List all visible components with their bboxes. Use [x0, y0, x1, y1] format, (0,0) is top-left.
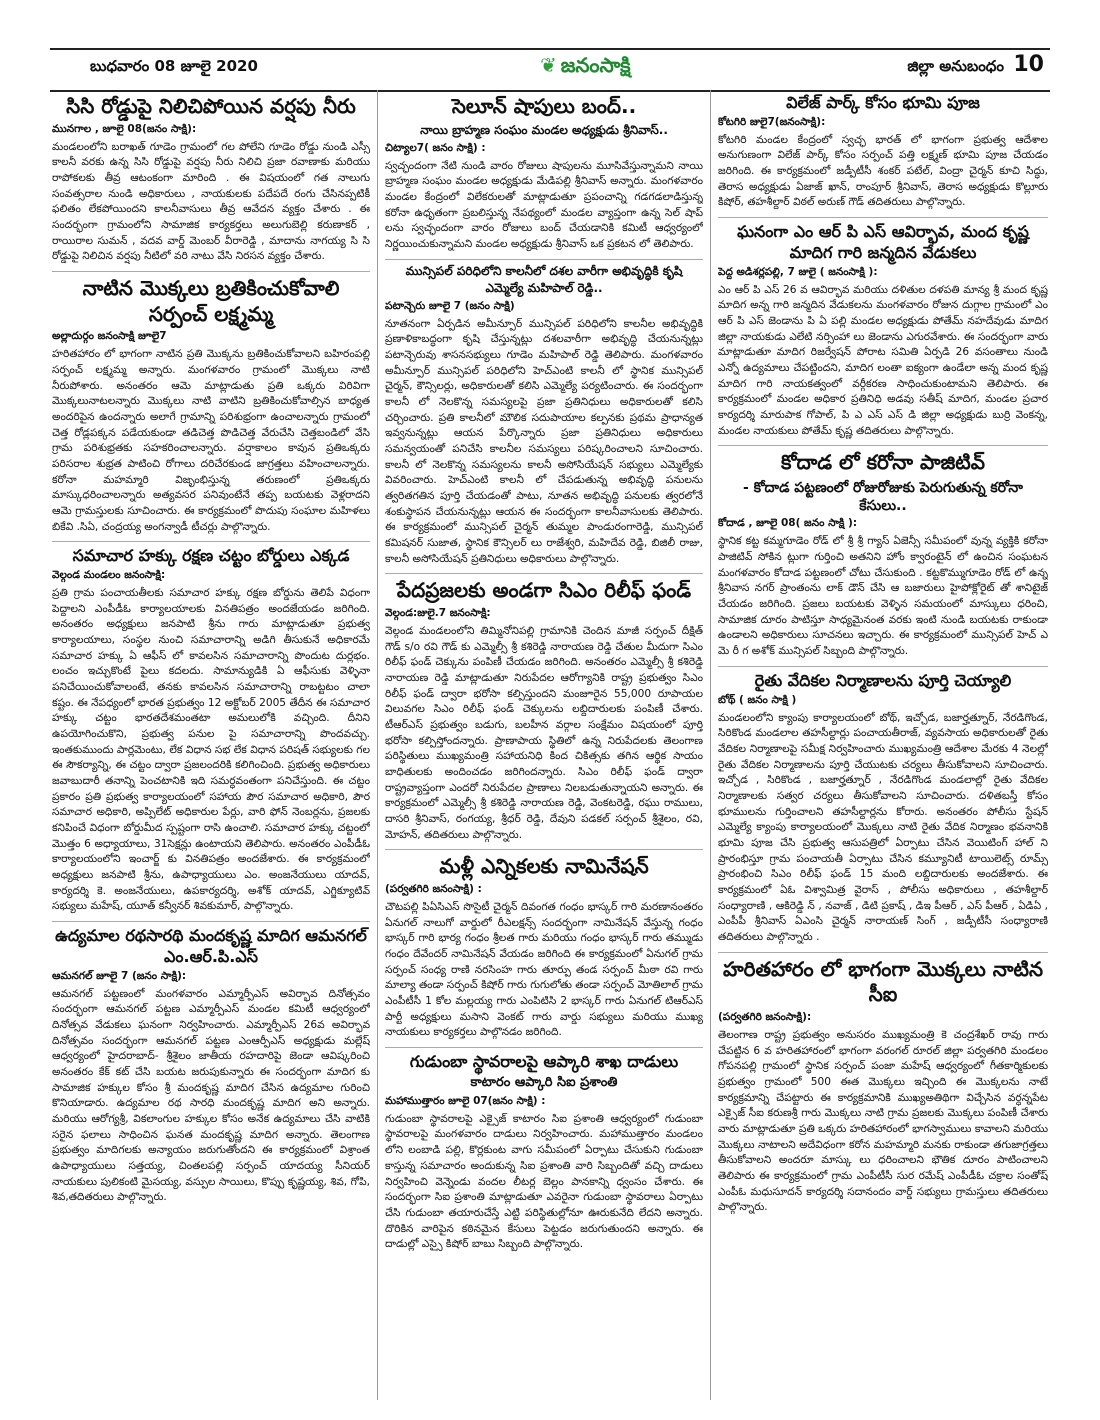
article-haritha-haram-ci: [718, 957, 1048, 1216]
logo-text: జనంసాక్షి: [560, 53, 631, 77]
article-dateline: మునగాల , జూలై 08(జనం సాక్షి):: [52, 122, 197, 135]
article-dateline: చిట్యాల7( జనం సాక్షి) :: [385, 141, 486, 154]
article-municipal-development: [385, 264, 703, 568]
article-headline: మున్సిపల్ పరిధిలోని కాలనీలో దశల వారీగా అభివృద్ధికి కృషి ఎమ్మెల్యే మహిపాల్ రెడ్డి..: [405, 263, 683, 295]
article-headline: హరితహారం లో భాగంగా మొక్కలు నాటిన సీఐ: [722, 956, 1044, 1007]
article-dateline: పటాన్చెరు జూలై 7 (జనం సాక్షి): [385, 299, 515, 312]
article-body: ఎం ఆర్ పి ఎస్ 26 వ ఆవిర్భావ మరియు దళితుల దళపతి మాన్య శ్రీ మంద కృష్ణ మాదిగ అన్న గారి జన్మదిన వేడుకలను మంగళవారం రోజున దుగ్గాల గ్రామంలో ఎం ఆర్ పి ఎస్ జెండాను పి ఏ పల్లి మండల అధ్యక్షుడు పోతేమ్ నహదేవుడు మాదిగ జిల్లా నాయకుడు ఎలేటి నర్సింహా లు జెండాను ఎగురవేశారు. ఈ సందర్భంగా వారు మాట్లాడుతూ మాదిగ రిజర్వేషన్ పోరాట సమితి ఏర్పడి 26 వసంతాలు నుండి ఎన్నో ఉద్యమాలు చేపట్టిందని, మాదిగ లంతా ఐక్యంగా ఉండేలా అన్న మంద కృష్ణ మాదిగ గారి నాయకత్వంలో వర్గీకరణ సాధించుకుంటామని తెలిపారు. ఈ కార్యక్రమంలో మండల అధికార ప్రతినిధి అడవు సతీష్ మాదిగ, మండల ప్రచార కార్యదర్శి మారుపాక గోపాల్, పి ఎ ఎస్ ఎస్ డి జిల్లా అధ్యక్షుడు బుర్రి వెంకన్న, మండల నాయకులు పోతేమ్ కృష్ణ తదితరులు పాల్గొన్నారు.: [718, 283, 1048, 437]
leaf-icon: ❦: [540, 53, 557, 77]
article-headline: గుడుంబా స్థావరాలపై ఆప్కారి శాఖ దాడులు: [409, 1052, 679, 1072]
divider: [385, 573, 703, 574]
article-headline: సెలూన్ షాపులు బంద్..: [451, 94, 637, 118]
article-headline: కోదాడ లో కరోనా పాజిటివ్: [781, 450, 985, 475]
article-dateline: ఆమనగల్ జూలై 7 (జనం సాక్షి):: [52, 969, 187, 982]
article-headline: సిసి రోడ్డుపై నిలిచిపోయిన వర్షపు నీరు: [66, 94, 356, 118]
divider: [52, 541, 370, 542]
article-mrps-anniversary: [718, 222, 1048, 439]
article-dateline: వెల్గండ:జులై.7 జనంసాక్షి:: [385, 606, 491, 619]
section-name: జిల్లా అనుబంధం: [907, 57, 1004, 75]
divider: [52, 921, 370, 922]
article-body: ఆమనగల్ పట్టణంలో మంగళవారం ఎమ్మార్పీఎస్ అవిర్భావ దినోత్సవం సందర్భంగా ఆమనగల్ పట్టణ ఎమ్మార్పీఎస్ మండల కమిటీ ఆధ్వర్యంలో దినోత్సవ వేడుకలు ఘనంగా నిర్వహించారు. ఎమ్మార్పీఎస్ 26వ అవిర్భావ దినోత్సవం సందర్భంగా ఆమనగల్ పట్టణ ఎంఆర్పీఎస్ అధ్యక్షుడు మల్లేష్ ఆధ్వర్యంలో హైదరాబాద్- శ్రీశైలం జాతీయ రహదారిపై జెండా ఆవిష్కరించి అనంతరం కేక్ కట్ చేసి బయట జరుపుకున్నారు ఈ సందర్భంగా మాదిగ కు సామాజిక హక్కుల కోసం శ్రీ మందకృష్ణ మాదిగ చేసిన ఉద్యమాల గురించి కొనియాడారు. ఉద్యమాల రథ సారధి మందకృష్ణ మాదిగ అని అన్నారు. మరియు ఆరోగ్యశ్రీ, వికలాంగుల హక్కుల కోసం అనేక ఉద్యమాలు చేసి వాటికి సరైన ఫలాలు సాధించిన ఘనత మందకృష్ణ మాదిగ అన్నారు. తెలంగాణ ప్రభుత్వం మాదిగలకు అన్యాయం జరుగుతోందని ఈ కార్యక్రమంలో విశ్రాంత ఉపాధ్యాయులు సత్తయ్య, చింతలపల్లి సర్పంచ్ యాదయ్య సీనియర్ నాయకులు పులికంటి మైసయ్య, వస్పుల సాయిలు, కొప్పు కృష్ణయ్య, శివ, గోపి, శివ,తదితరులు పాల్గొన్నారు.: [52, 987, 370, 1204]
article-cc-road: [52, 94, 370, 265]
article-nomination: [385, 854, 703, 1041]
article-subheadline: - కోదాడ పట్టణంలో రోజురోజుకు పెరుగుతున్న కరోనా కేసులు..: [743, 480, 1023, 515]
article-rythu-vedika: [718, 671, 1048, 946]
article-dateline: పెద్ద అడిశర్లపల్లి, 7 జులై ( జనంసాక్షి ):: [718, 265, 878, 278]
article-body: స్వచ్ఛందంగా నేటి నుండి వారం రోజులు షాపులను మూసివేస్తున్నామని నాయి బ్రాహ్మణ సంఘం మండల అధ్యక్షుడు మేడిపల్లి శ్రీనివాస్ అన్నారు. మంగళవారం మండల కేంద్రంలో విలేకరులతో మాట్లాడుతూ ప్రపంచాన్ని గడగడలాడిస్తున్న కరోనా ఉధృతంగా ప్రబలిస్తున్న నేపథ్యంలో మండల వ్యాప్తంగా ఉన్న సెల్ షాప్ లను స్వచ్ఛందంగా వారం రోజులు బంద్ చేయడానికి కమిటీ ఆధ్వర్యంలో నిర్ణయించుకున్నామని మండల అధ్యక్షుడు శ్రీనివాస్ ఒక ప్రకటన లో తెలిపారు.: [385, 159, 703, 250]
article-dateline: బోథ్ ( జనం సాక్షి ): [718, 693, 797, 706]
article-subheadline: కాటారం ఆప్కారి సిఐ ప్రశాంతి: [470, 1074, 618, 1090]
article-body: హరితహారం లో భాగంగా నాటిన ప్రతి మొక్కను బ్రతికించుకోవాలని బహిరంపల్లి సర్పంచ్ లక్ష్మమ్మ అన్నారు. మంగళవారం గ్రామంలో మొక్కలు నాటి నీరుపోశారు. అనంతరం ఆమె మాట్లాడుతు ప్రతి ఒక్కరు విరివిగా మొక్కలునాటలన్నారు మొక్కలు నాటి వాటిని బ్రతికించుకోవాల్సిన బాధ్యత అందరిపైన ఉందన్నారు అలాగే గ్రామాన్ని పరిశుభ్రంగా ఉంచాలన్నారు గ్రామంలో చెత్త రోడ్లపక్కన పడేయకుండా తడిచెత్త పొడిచెత్త వేరుచేసి చెత్తబండిలో వేసి గ్రామ పరిశుభ్రతకు సహకరించాలన్నారు. వర్షాకాలం కావున ప్రతిఒక్కరు పరిసరాల శుభ్రత పాటించి రోగాలు దరిచేరకుండ జాగ్రత్తలు వహించాలన్నారు. కరోనా మహమ్మారి విజృంభిస్తున్న తరుణంలో ప్రతిఒక్కరు మాస్కుధరించాలన్నారు అత్యవసర పనివుంటేనే తప్ప బయటకు వెళ్లరాదని ఆమె గ్రామస్తులకు సూచించారు. ఈ కార్యక్రమంలో పొదుపు సంఘాల మహిళలు బికేవి .సిఏ, చంద్రయ్య అంగన్వాడీ టీచర్లు పాల్గొన్నారు.: [52, 348, 370, 533]
article-dateline: అల్లాదుర్గం జనంసాక్షి జూలై7: [52, 330, 167, 343]
divider: [385, 259, 703, 260]
article-dateline: (పర్వతగిరి జనంసాక్షి) :: [385, 882, 482, 895]
article-dateline: (పర్వతగిరి జనంసాక్షి):: [718, 1010, 812, 1023]
article-salon-bandh: [385, 94, 703, 253]
article-body: వెల్గండ మండలంలోని తిమ్మినోనిపల్లి గ్రామానికి చెందిన మాజీ సర్పంచ్ దీక్షిత్ గౌడ్ s/o రవి గౌడ్ కు ఎమ్మెల్సీ శ్రీ కశిరెడ్డి నారాయణ రెడ్డి చేతుల మీదుగా సిఎం రిలీఫ్ ఫండ్ చెక్కును పంపిణీ చేయడం జరిగింది. అనంతరం ఎమ్మెల్సీ శ్రీ కశిరెడ్డి నారాయణ రెడ్డి మాట్లాడుతూ నిరుపేదల ఆరోగ్యానికి రాష్ట్ర ప్రభుత్వం సిఎం రిలీఫ్ ఫండ్ ద్వారా భరోసా కల్పిస్తుందని మంజూరైన 55,000 రూపాయల విలువగల సిఎం రిలీఫ్ ఫండ్ చెక్కులను లబ్దిదారులకు పంపిణీ చేశారు. టీఆర్ఎస్ ప్రభుత్వం బడుగు, బలహీన వర్గాల సంక్షేమం విషయంలో పూర్తి భరోసా కల్పిస్తోందన్నారు. ప్రాణాపాయ స్థితిలో ఉన్న నిరుపేదలకు తెలంగాణ పరిస్థితులు ముఖ్యమంత్రి సహాయనిధి కింద చికిత్సకు తగిన ఆర్థిక సాయం బాధితులకు అందించడం జరిగిందన్నారు. సిఎం రిలీఫ్ ఫండ్ ద్వారా రాష్ట్రవ్యాప్తంగా ఎందరో నిరుపేదల ప్రాణాలు నిలబడుతున్నాయని అన్నారు. ఈ కార్యక్రమంలో ఎమ్మెల్సీ శ్రీ కశిరెడ్డి నారాయణ రెడ్డి, వెంకటరెడ్డి, రఘు రాములు, దాసరి శ్రీనివాస్, రంగయ్య, శ్రీధర్ రెడ్డి, దేవుని పడకల్ సర్పంచ్ శ్రీశైలం, రవి, మోహన్, తదితరులు పాల్గొన్నారు.: [385, 624, 703, 841]
column-middle: [385, 90, 703, 1400]
article-dateline: కోదాడ , జూలై 08( జనం సాక్షి ):: [718, 517, 858, 530]
divider: [718, 952, 1048, 953]
article-dateline: వెల్గండ మండలం జనంసాక్షి:: [52, 569, 166, 582]
article-body: స్థానిక కట్ట కమ్మగూడెం రోడ్ లో శ్రీ శ్రీ గ్యాస్ ఏజెన్సీ సమీపంలో వున్న వ్యక్తికి కరోనా పాజిటివ్ సోకిన ట్లుగా గుర్తించి అతనిని హోం క్వారంటైన్ లో ఉంచిన సంఘటన మంగళవారం కోదాడ పట్టణంలో చోటు చేసుకుంది . కట్టకొమ్ముగూడెం రోడ్ లో ఉన్న శ్రీనివాస నగర్ ప్రాంతంను లాక్ డౌన్ చేసి ఆ బజారులు హైపోక్లోరైట్ తో శానిటైజ్ చేయడం జరిగింది. ప్రజలు బయటకు వెళ్ళిన సమయంలో మాస్కులు ధరించి, సామాజిక దూరం పాటిస్తూ సాధ్యమైనంత వరకు ఇంటి నుండి బయటకు రాకుండా ఉండాలని అధికారులు సూచనలు ఇచ్చారు. ఈ కార్యక్రమంలో మున్సిపల్ హెచ్ ఎ మె రీ గ అశోక్ మున్సిపల్ సిబ్బంది పాల్గొన్నారు.: [718, 535, 1048, 658]
divider: [52, 271, 370, 272]
divider: [718, 666, 1048, 667]
article-saplings-sarpanch: [52, 276, 370, 535]
article-headline: రైతు వేదికల నిర్మాణాలను పూర్తి చెయ్యాలి: [754, 670, 1012, 690]
article-body: గుడుంబా స్థావరాలపై ఎక్సైజ్ కాటారం సిఐ ప్రశాంతి ఆధ్వర్యంలో గుడుంబా స్థావరాలపై మంగళవారం దాడులు నిర్వహించారు. మహాముత్తారం మండలం లోని లంబాడి పల్లి, కొర్లకుంట వాగు సమీపంలో ఏర్పాటు చేసుకుని గుడుంబా కాస్తున్న సమాచారం అందుకున్న సిఐ ప్రశాంతి వారి సిబ్బందితో వచ్చి దాడులు నిర్వహించి వెన్నెండు వందల లీటర్ల బెల్లం పానకాన్ని ధ్వంసం చేశారు. ఈ సందర్భంగా సిఐ ప్రశాంతి మాట్లాడుతూ ఎవరైనా గుడుంబా స్థావరాలు ఏర్పాటు చేసి గుడుంబా తయారుచేస్తే ఎట్టి పరిస్థితుల్లోనూ ఊరుకునేది లేదని అన్నారు. దొరికిన వారిపైన కఠినమైన కేసులు పెట్టడం జరుగుతుందని అన్నారు. ఈ దాడుల్లో ఎస్సై కిషోర్ బాబు సిబ్బంది పాల్గొన్నారు.: [385, 1112, 703, 1251]
article-body: చౌటపల్లి పిఏసిఎస్ సొసైటీ చైర్మన్ దివంగత గంధం భాస్కర్ గారి మరణానంతరం ఏనుగల్ నాలుగో వార్డులో రీఎలక్షన్స్ సందర్భంగా నామినేషన్ వేస్తున్న గంధం భాస్కర్ గారి భార్య గంధం శ్రీలత గారు మరియు గంధం భాస్కర్ గారు తమ్ముడు గంధం దేవేందర్ నామినేషన్ వేయడం జరిగింది ఈ కార్యక్రమంలో ఏనుగల్ గ్రామ సర్పంచ్ సంధ్య రాణి నరసింహ గారు తూర్పు తండ సర్పంచ్ మీఠా రవి గారు మాల్యా తండా సర్పంచ్ కిషోర్ గారు గుగులోతు తండా సర్పంచ్ మోతిలాల్ గ్రామ ఎంపీటీసీ 1 కోల మల్లయ్య గారు ఎంపిటిసి 2 భాస్కర్ గారు ఏనుగల్ టిఆర్ఎస్ పార్టీ అధ్యక్షులు మసాని వెంకట్ గారు వార్డు సభ్యులు మరియు ముఖ్య నాయకులు కార్యకర్తలు పాల్గొనడం జరిగింది.: [385, 900, 703, 1039]
article-headline: మళ్లీ ఎన్నికలకు నామినేషన్: [439, 854, 649, 879]
article-mrps-amangal: [52, 926, 370, 1206]
article-excise-raids: [385, 1052, 703, 1253]
article-headline: ఘనంగా ఎం ఆర్ పి ఎస్ ఆవిర్భావ, మంద కృష్ణ మాదిగ గారి జన్మదిన వేడుకలు: [737, 222, 1029, 262]
article-body: మండలంలోని బరాఖత్ గూడెం గ్రామంలో గల పోలేని గూడెం రోడ్డు నుండి ఎస్సీ కాలనీ వరకు ఉన్న సిసి రోడ్డుపై వర్షపు నీరు నిలిచి ప్రజా రవాణాకు మరియు రాపోకలకు తీవ్ర ఆటంకంగా మారింది . ఈ విషయంలో గత నాలుగు సంవత్సరాల నుండి అధికారులు , నాయకులకు పదేపదే రంగు చేసినప్పటికీ ఫలితం లేకపోయిందని కాలనీవాసులు తీవ్ర ఆవేదన వ్యక్తం చేశారు . ఈ సందర్భంగా గ్రామంలోని సామాజిక కార్యకర్తలు అలుగుబెల్లి కరుణాకర్ , రాయిరాల సుమన్ , వదవ వార్డ్ మెంబర్ వీరారెడ్డి , మాదాను నాగయ్య సి సి రోడ్డుపై నిలిచిన వర్షపు నీటిలో వరి నాటు వేసి నిరసన వ్యక్తం చేశారు.: [52, 140, 370, 263]
article-subheadline: నాయి బ్రాహ్మణ సంఘం మండల అధ్యక్షుడు శ్రీనివాస్..: [420, 122, 668, 137]
issue-date: బుధవారం 08 జూలై 2020: [90, 57, 258, 75]
article-body: నూతనంగా ఏర్పడిన అమీన్పూర్ మున్సిపల్ పరిధిలోని కాలనీల అభివృద్ధికి ప్రణాళికాబద్ధంగా కృషి చేస్తున్నట్లు దశలవారీగా అభివృద్ధి చేయనున్నట్లు పటాన్చెరువు శాసనసభ్యులు గూడెం మహిపాల్ రెడ్డి తెలిపారు. మంగళవారం అమీన్పూర్ మున్సిపల్ పరిధిలోని హెచ్ఎంటి కాలనీ లో స్థానిక మున్సిపల్ చైర్మన్, కౌన్సిలర్లు, అధికారులతో కలిసి ఎమ్మెల్యే పర్యటించారు. ఈ సందర్భంగా కాలనీ లో నెలకొన్న సమస్యలపై ప్రజా ప్రతినిధులు అధికారులతో కలిసి చర్చించారు. ప్రతి కాలనీలో మౌలిక సదుపాయాల కల్పనకు ప్రథమ ప్రాధాన్యత ఇవ్వనున్నట్లు ఆయన పేర్కొన్నారు ప్రజా ప్రతినిధులు అధికారులు సమన్వయంతో పనిచేసి కాలనీల సమస్యలు పరిష్కరించాలని సూచించారు. కాలనీ లో నెలకొన్న సమస్యలను కాలనీ అసోసియేషన్ సభ్యులు ఎమ్మెల్యేకు వివరించారు. హెచ్ఎంటి కాలనీ లో చేపడుతున్న అభివృద్ధి పనులను త్వరితగతిన పూర్తి చేయడంతో పాటు, నూతన అభివృద్ధి పనులకు త్వరలోనే శంకుస్థాపన చేయనున్నట్లు ఆయన ఈ సందర్భంగా కాలనీవాసులకు తెలిపారు. ఈ కార్యక్రమంలో మున్సిపల్ చైర్మన్ తుమ్మల పాండురంగారెడ్డి, మున్సిపల్ కమిషనర్ సుజాత, స్థానిక కౌన్సిలర్ లు రాజేశ్వరి, మహిదేవ రెడ్డి, బిజిలీ రాజు, కాలనీ అసోసియేషన్ ప్రతినిధులు అధికారులు పాల్గొన్నారు.: [385, 317, 703, 565]
article-cm-relief-fund: [385, 578, 703, 843]
divider: [385, 1047, 703, 1048]
article-headline: విలేజ్ పార్క్ కోసం భూమి పూజ: [786, 93, 980, 112]
article-village-park: [718, 93, 1048, 211]
divider: [385, 849, 703, 850]
article-headline: సమాచార హక్కు రక్షణ చట్టం బోర్డులు ఎక్కడ: [72, 546, 350, 566]
article-dateline: మహాముత్తారం జూలై 07(జనం సాక్షి) :: [385, 1094, 546, 1107]
column-left: [52, 90, 370, 1400]
masthead-logo: [540, 53, 631, 82]
article-kodad-corona: [718, 450, 1048, 659]
article-headline: పేదప్రజలకు అండగా సిఎం రిలీఫ్ ఫండ్: [396, 578, 692, 603]
column-right: [718, 90, 1048, 1400]
article-rti-boards: [52, 546, 370, 915]
column-divider: [377, 90, 378, 1400]
article-body: తెలంగాణ రాష్ట్ర ప్రభుత్వం అనుసరం ముఖ్యమంత్రి కె చంద్రశేఖర్ రావు గారు చేపట్టిన 6 వ హరితహారంలో భాగంగా వరంగల్ రూరల్ జిల్లా పర్వతగిరి మండలం గోపనపల్లి గ్రామంలో స్థానిక సర్పంచ్ పంజా మహేష్ ఆధ్వర్యంలో గీతకార్మికులకు ప్రభుత్వం గ్రామంలో 500 ఈత మొక్కలు ఇచ్చింది ఈ మొక్కలను నాటే కార్యక్రమాన్ని చేపట్టారు ఈ కార్యక్రమానికి ముఖ్యఅతిథిగా విచ్చేసిన వర్ధన్నపేట ఎక్సైజ్ సీఐ కరుణశ్రీ గారు మొక్కలు నాటి గ్రామ ప్రజలకు మొక్కలు పంపిణీ చేశారు వారు మాట్లాడుతూ ప్రతి ఒక్కరు హరితహారంలో భాగస్వాములు కావాలని మరియు మొక్కలు నాటాలని అదేవిధంగా కరోన మహమ్మారి మనకు రాకుండా తగుజాగ్రత్తలు తీసుకోవాలని అందరూ మాస్కు లు ధరించాలని భౌతిక దూరం పాటించాలని తెలిపారు ఈ కార్యక్రమంలో గ్రామ ఎంపీటీసీ సుర రమేష్ ఎంపీడీఓ చక్రాల సంతోష్ ఎంపీఓ మధుసూదన్ కార్యదర్శి సదానందం వార్డ్ సభ్యులు గ్రామస్తులు తదితరులు పాల్గొన్నారు.: [718, 1028, 1048, 1214]
column-divider: [710, 90, 711, 1400]
page-header: [50, 48, 1050, 92]
article-body: కోటగిరి మండల కేంద్రంలో స్వచ్ఛ భారత్ లో భాగంగా ప్రభుత్వ ఆదేశాల అనుగుణంగా విలేజ్ పార్క్ కోసం సర్పంచ్ పత్తి లక్ష్మణ్ భూమి పూజ చేయడం జరిగింది. ఈ కార్యక్రమంలో జడ్పీటీసీ శంకర్ పటేల్, వింద్రా చైర్మన్ కూచి సిద్ధు, తెరాస అధ్యక్షుడు ఏజాజ్ ఖాన్, రాంపూర్ శ్రీనివాస్, తెరాస అధ్యక్షుడు కొల్లూరు కిషోర్, తహశీల్దార్ విఠల్ అరుణ్ గౌడ్ తదితరులు పాల్గొన్నారు.: [718, 133, 1048, 209]
divider: [718, 445, 1048, 446]
article-body: మండలంలోని క్యాంపు కార్యాలయంలో బోథ్, ఇచ్చోడ, బజార్హత్నూర్, నేరడిగొండ, సిరికొండ మండలాల తహసీల్దార్లు పంచాయతీరాజ్, వ్యవసాయ అధికారులతో రైతు వేదికల నిర్మాణాలపై సమీక్ష నిర్వహించారు ముఖ్యమంత్రి ఆదేశాల మేరకు 4 నెలల్లో రైతు వేదికల నిర్మాణాలను పూర్తి చేయుటకు చర్యలు తీసుకోవాలని సూచించారు. ఇచ్చోడ , సిరికొండ , బజార్హత్నూర్ , నేరడిగొండ మండలాల్లో రైతు వేదికల నిర్మాణాలకు సత్వర చర్యలు తీసుకోవాలని సూచించారు. దళితబస్తీ కోసం భూములను గుర్తించాలని తహసీల్దార్లను కోరారు. అనంతరం పోలీసు స్టేషన్ ఎమ్మెల్యే క్యాంపు కార్యాలయంలో మొక్కలు నాటి రైతు వేదిక నిర్మాణం భవనానికి భూమి పూజ చేసి ప్రభుత్వ ఆసుపత్రిలో ఏర్పాటు చేసిన వెయిటింగ్ హాల్ ని ప్రారంభిస్తూ గ్రామ పంచాయతీ ఏర్పాటు చేసిన కమ్యూనిటీ టాయిలెట్స్ రూమ్స్ ప్రారంభించి సిఎం రిలీఫ్ ఫండ్ 15 మంది లబ్దిదారులకు అందజేశారు. ఈ కార్యక్రమంలో ఏఓ విశ్వామిత్ర వైరాస్ , పోలీసు అధికారులు , తహశీల్దార్ సంధ్యారాణి , ఆకిరెడ్డి న్ , నవాజ్ , డిటి ప్రకాష్ , డిఇ పీఆర్ , ఎస్ పీఆర్ , ఏడిఏ , ఎంపీపీ శ్రీనివాస్ ఏఎంసి చైర్మన్ నారాయణ్ సింగ్ , జడ్పీటీసీ సంధ్యారాణి తదితరులు పాల్గొన్నారు .: [718, 711, 1048, 944]
divider: [718, 217, 1048, 218]
article-headline: నాటిన మొక్కలు బ్రతికించుకోవాలి సర్పంచ్ లక్ష్మమ్మ: [82, 275, 340, 326]
page-number: 10: [1013, 52, 1044, 77]
article-headline: ఉద్యమాల రథసారథి మందకృష్ణ మాదిగ ఆమనగల్ ఎం.ఆర్.పి.ఎస్: [55, 926, 367, 966]
article-body: ప్రతి గ్రామ పంచాయతీలకు సమాచార హక్కు రక్షణ బోర్డును తెలిపే విధంగా పెద్దాలని ఎంపీడీఓ కార్యాలయాలకు వినతిపత్రం అందజేయడం జరిగింది. అనంతరం అధ్యక్షులు జనపాటి శ్రీను గారు మాట్లాడుతూ ప్రభుత్వ కార్యాలయాలు, సంస్థల నుంచి సమాచారాన్ని అడిగి తీసుకునే అధికారమే సమాచార హక్కు ఏ ఆఫీస్ లో కావలసిన సమాచారాన్ని పొందుట దుర్లభం. లంచం ఇచ్చుకొంటే పైలు కదలదు. సామాన్యుడికి ఏ ఆఫీసుకు వెళ్ళినా పనిచేయించుకోవాలంటే, తనకు కావలసిన సమాచారాన్ని రాబట్టటం చాలా కష్టం. ఈ నేపధ్యంలో భారత ప్రభుత్వం 12 అక్టోబర్ 2005 తేదీన ఈ సమాచార హక్కు చట్టం భారతదేశమంతటా అమలులోకి వచ్చింది. దీనిని ఉపయోగించుకొని, ప్రభుత్వ పనుల పై సమాచారాన్ని పొందవచ్చు. ఇంతకుముందు పార్లమెంటు, లేక విధాన సభ లేక విధాన పరిషత్ సభ్యులకు గల ఈ సౌకర్యాన్ని, ఈ చట్టం ద్వారా ప్రజలందరికి కలిగించింది. ప్రభుత్వ అధికారులు జవాబుదారీ తనాన్ని పెంచటానికి ఇది సమర్ధవంతంగా పనిచేస్తుంది. ఈ చట్టం ప్రకారం ప్రతి ప్రభుత్వ కార్యాలయంలో సహాయ పౌర సమాచార అధికారి, పౌర సమాచార అధికారి, అప్పిలేట్ అధికారుల పేర్లు, వారి ఫోన్ నెంబర్లను, ప్రజలకు కనిపించే విధంగా బోర్డుమీద స్పష్టంగా రాసి ఉంచాలి. సమాచార హక్కు చట్టంలో మొత్తం 6 అధ్యాయాలు, 31సెక్షన్లు ఉంటాయని తెలిపారు. అనంతరం ఎంపీడీఓ కార్యాలయంలోని ఇంచార్జ్ కు వినతిపత్రం అందజేశారు. ఈ కార్యక్రమంలో అధ్యక్షులు జనపాటి శ్రీను, ఉపాధ్యాయులు ఎం. అంజనేయులు యాదవ్, కార్యదర్శి కె. అంజనేయులు, ఉపకార్యదర్శి, అశోక్ యాదవ్, ఎగ్జిక్యూటివ్ సభ్యులు మహేష్, యూత్ కన్వీనర్ శివకుమార్, పాల్గొన్నారు.: [52, 587, 370, 913]
article-dateline: కోటగిరి జులై7(జనంసాక్షి):: [718, 115, 826, 128]
